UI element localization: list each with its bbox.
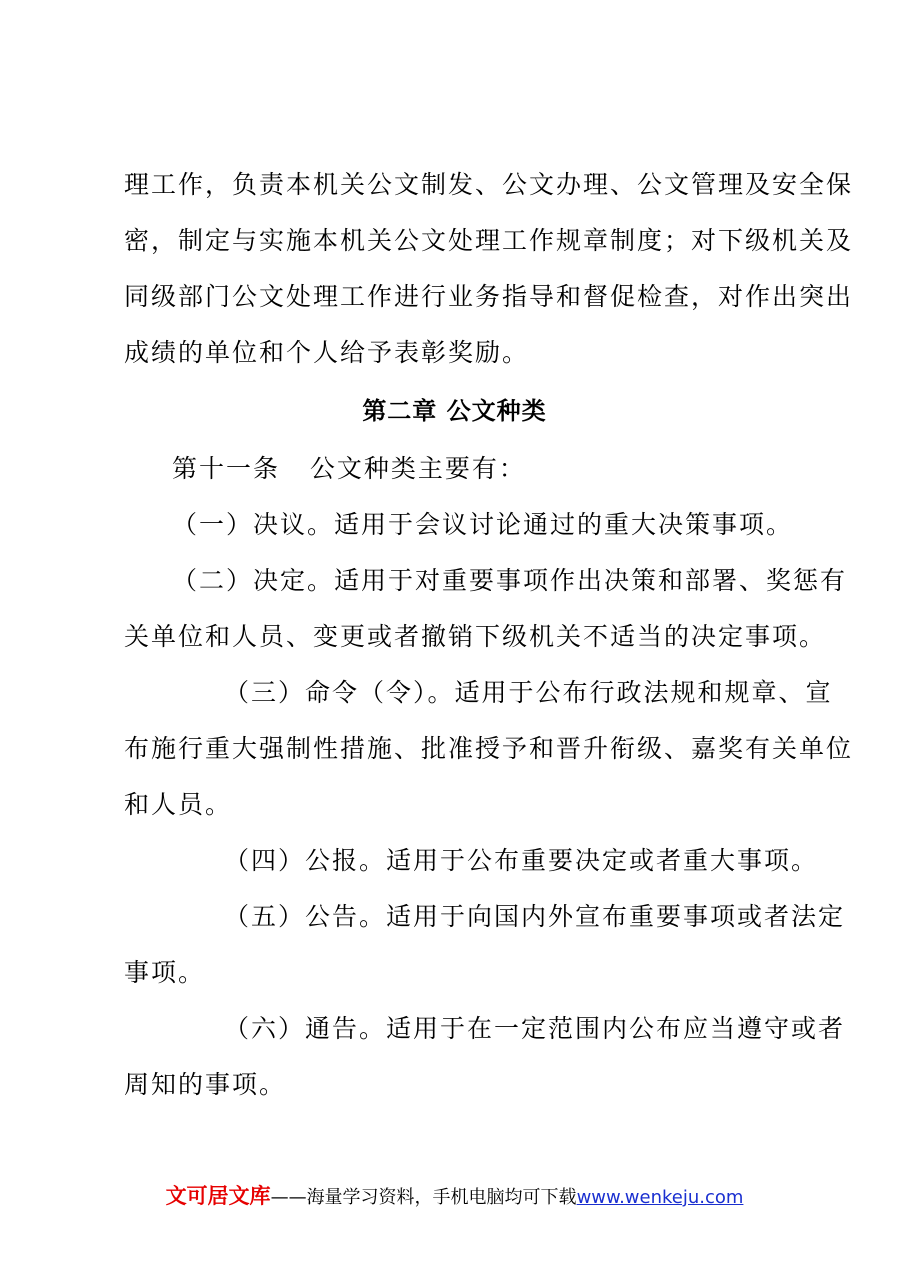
footer-brand: 文可居文库: [165, 1184, 271, 1208]
article-heading: 第十一条 公文种类主要有：: [172, 454, 526, 483]
list-item: （六）通告。适用于在一定范围内公布应当遵守或者: [224, 1014, 846, 1043]
list-item: （二）决定。适用于对重要事项作出决策和部署、奖惩有: [172, 566, 848, 595]
list-item: （四）公报。适用于公布重要决定或者重大事项。: [224, 846, 819, 875]
list-item: （一）决议。适用于会议讨论通过的重大决策事项。: [172, 510, 794, 539]
footer-website-link[interactable]: www.wenkeju.com: [576, 1187, 744, 1208]
list-item: （五）公告。适用于向国内外宣布重要事项或者法定: [224, 902, 846, 931]
list-item-continuation: 事项。: [124, 958, 206, 987]
list-item-continuation: 周知的事项。: [124, 1070, 287, 1099]
body-text-line: 密，制定与实施本机关公文处理工作规章制度；对下级机关及: [124, 226, 854, 255]
list-item-continuation: 关单位和人员、变更或者撤销下级机关不适当的决定事项。: [124, 622, 827, 651]
list-item-continuation: 和人员。: [124, 790, 233, 819]
footer-tagline: ——海量学习资料，手机电脑均可下载: [270, 1187, 577, 1208]
body-text-line: 理工作，负责本机关公文制发、公文办理、公文管理及安全保: [124, 170, 854, 199]
chapter-heading: 第二章 公文种类: [362, 397, 547, 425]
list-item-continuation: 布施行重大强制性措施、批准授予和晋升衔级、嘉奖有关单位: [124, 734, 854, 763]
list-item: （三）命令（令）。适用于公布行政法规和规章、宣: [224, 678, 833, 707]
body-text-line: 同级部门公文处理工作进行业务指导和督促检查，对作出突出: [124, 282, 854, 311]
footer-banner: [0, 1182, 909, 1212]
body-text-line: 成绩的单位和个人给予表彰奖励。: [124, 338, 530, 367]
